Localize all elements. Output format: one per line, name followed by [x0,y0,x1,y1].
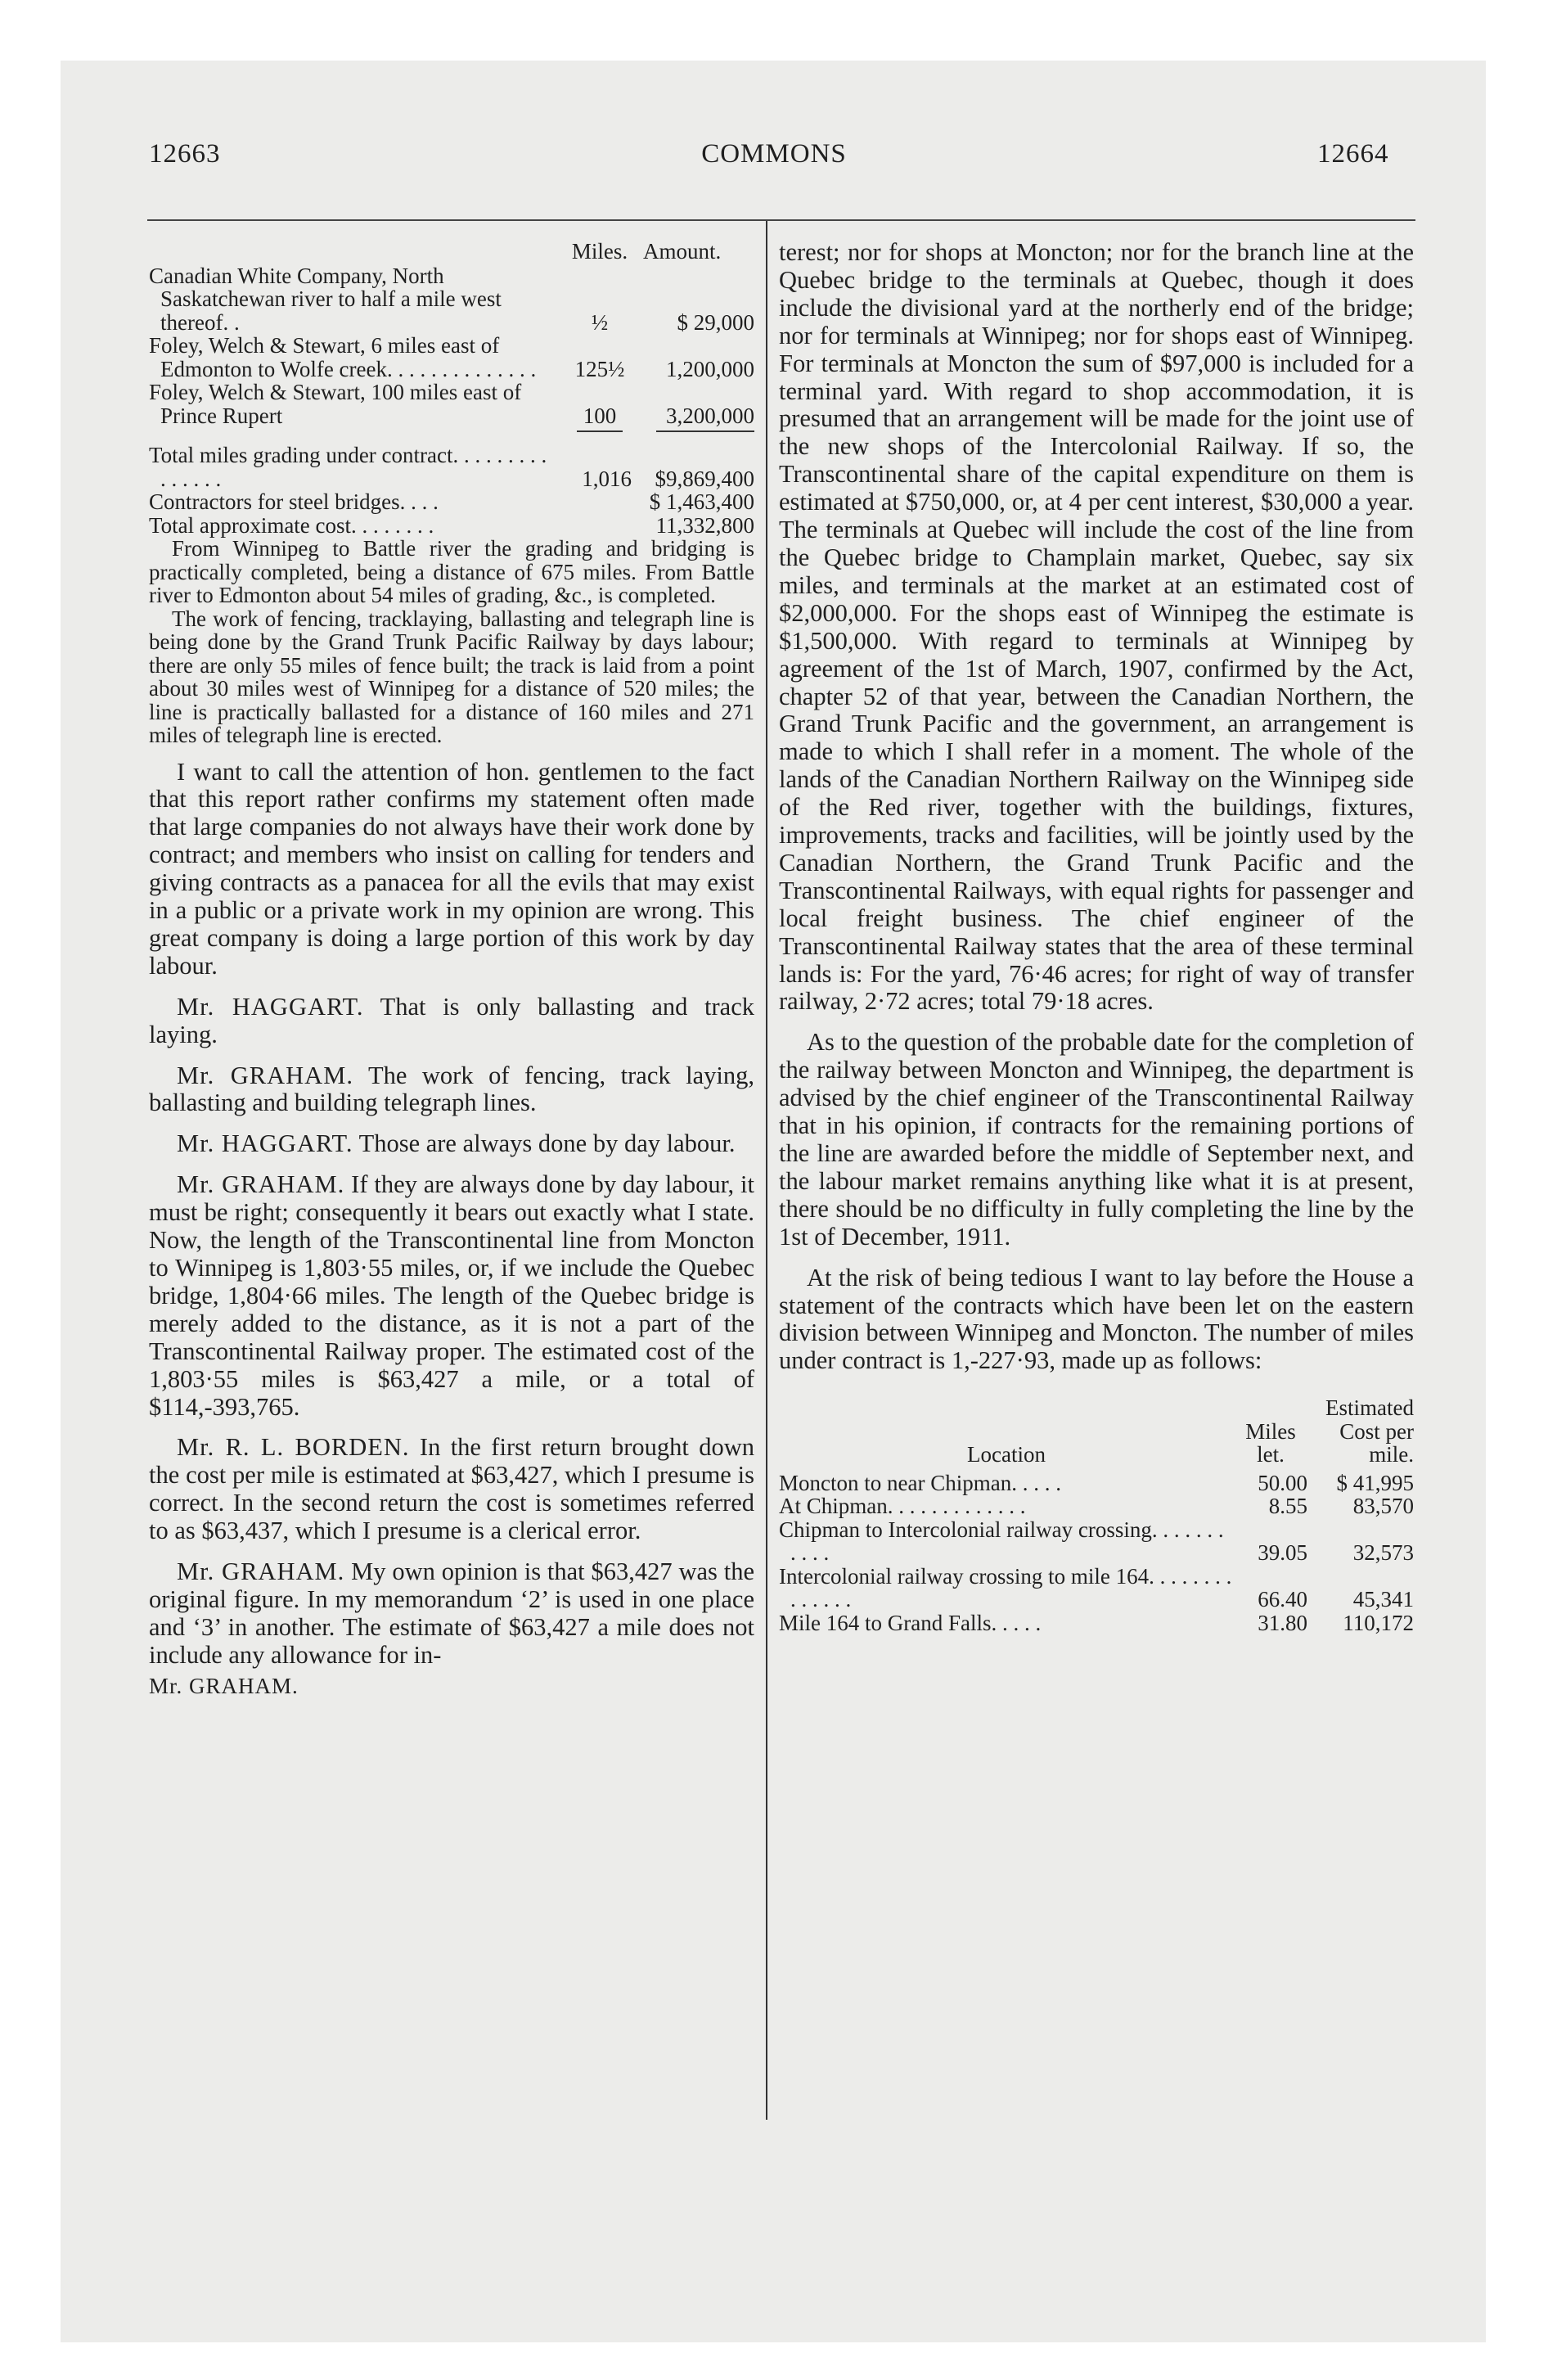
report-excerpt [149,537,754,747]
row-cost: 110,172 [1343,1610,1414,1635]
totals-table [149,444,754,537]
column-divider [766,221,767,2120]
table-row [149,334,754,381]
speech-text: I want to call the attention of hon. gentlemen to the fact that this report rather confirms my statement often made that large companies do not always have their work done by contract; and members who insist on calling for tenders and giving contracts as a panacea for all the evils that may exist in a public or a private work in my opinion are wrong. This great company is doing a large portion of this work by day labour. [149,757,754,980]
row-cost: 45,341 [1352,1587,1414,1612]
speech-paragraph [149,1130,754,1158]
row-description: Foley, Welch & Stewart, 6 miles east of Edmonton to Wolfe creek. . . . . . . . . . . . . . [149,333,537,381]
row-description: Canadian White Company, North Saskatchewan river to half a mile west thereof. . [149,263,502,335]
total-description: Total approximate cost. . . . . . . . [149,512,434,538]
speaker-name: Mr. HAGGART. [177,1129,353,1158]
left-column [149,239,754,1714]
amount-header: Amount. [643,239,722,264]
row-miles: ½ [591,309,609,335]
speech-text: That is only ballasting and track laying. [149,992,754,1048]
total-miles [556,514,632,538]
speech-text: The work of fencing, track laying, ballasting and building telegraph lines. [149,1061,754,1117]
row-amount: 3,200,000 [666,403,754,428]
speech-text: If they are always done by day labour, it must be right; consequently it bears out exactly what I state. Now, the length of the Transcontinental line from Moncton to Winnipeg is 1,803·55 miles, or, if we include the Quebec bridge, 1,804·66 miles. The length of the Quebec bridge is merely added to the distance, as it is not a part of the Transcontinental Railway proper. The estimated cost of the 1,803·55 miles is $63,427 a mile, or a total of $114,-393,765. [149,1170,754,1421]
row-location: At Chipman. . . . . . . . . . . . . [779,1494,1026,1519]
speech-paragraph [149,1171,754,1421]
speaker-name: Mr. GRAHAM. [177,1061,353,1089]
speaker-name: Mr. HAGGART. [177,992,364,1021]
row-location: Moncton to near Chipman. . . . . [779,1470,1061,1495]
right-paragraph: As to the question of the probable date for the completion of the railway between Moncton and Winnipeg, the department is advised by the chief engineer of the Transcontinental Railway that in his opinion, if contracts for the remaining portions of the line are awarded before the middle of September next, and the labour market remains anything like what it is at present, there should be no difficulty in fully completing the line by the 1st of December, 1911. [779,1028,1414,1251]
total-amount: 11,332,800 [655,512,754,538]
table-row [149,381,754,427]
contracts-west-table [149,239,754,432]
row-amount: $ 29,000 [677,309,754,335]
sum-rule-row [149,427,754,432]
miles-header: Miles. [571,239,628,264]
row-miles: 39.05 [1258,1540,1307,1566]
right-paragraph: At the risk of being tedious I want to lay before the House a statement of the contracts which have been let on the eastern division between Winnipeg and Moncton. The number of miles under contract is 1,-227·93, made up as follows: [779,1263,1414,1375]
page-title: COMMONS [701,139,847,169]
total-miles [556,490,632,514]
table-row [779,1611,1414,1635]
row-miles: 50.00 [1258,1470,1307,1495]
total-row [149,514,754,538]
row-amount: 1,200,000 [666,356,754,381]
report-paragraph: The work of fencing, tracklaying, ballasting and telegraph line is being done by the Grand Trunk Pacific Railway by days labour; there are only 55 miles of fence built; the track is laid from a point about 30 miles west of Winnipeg for a distance of 520 miles; the line is practically ballasted for a distance of 160 miles and 271 miles of telegraph line is erected. [149,606,754,747]
row-miles: 125½ [574,356,625,381]
table-row [149,264,754,335]
total-description: Contractors for steel bridges. . . . [149,489,439,514]
speaker-name: Mr. GRAHAM. [177,1557,345,1586]
speech-paragraph [149,1558,754,1670]
total-row [149,444,754,490]
total-amount: $ 1,463,400 [649,489,754,514]
row-miles: 66.40 [1258,1587,1307,1612]
table-row [779,1565,1414,1611]
total-miles: 1,016 [582,466,632,491]
row-location: Mile 164 to Grand Falls. . . . . [779,1610,1042,1635]
row-location: Chipman to Intercolonial railway crossing. . . . . . . . . . . [779,1517,1224,1566]
speaker-name: Mr. GRAHAM. [177,1170,345,1199]
speech-paragraph [149,994,754,1049]
cost-per-mile-header: Estimated Cost per mile. [1325,1395,1414,1467]
row-cost: $ 41,995 [1336,1470,1414,1495]
running-footer-speaker: Mr. GRAHAM. [149,1673,299,1698]
speech-text: In the first return brought down the cost per mile is estimated at $63,427, which I presume is correct. In the second return the cost is sometimes referred to as $63,437, which I presume is a clerical error. [149,1433,755,1545]
table-row [779,1518,1414,1565]
row-location: Intercolonial railway crossing to mile 164. . . . . . . . . . . . . . [779,1563,1232,1612]
total-description: Total miles grading under contract. . . . . . . . . . . . . . . [149,443,547,491]
left-page-number: 12663 [149,139,221,169]
speaker-name: Mr. R. L. BORDEN. [177,1433,410,1462]
row-miles: 100 [583,403,617,428]
row-miles: 31.80 [1258,1610,1307,1635]
location-header: Location [967,1442,1046,1467]
speech-text: Those are always done by day labour. [358,1129,736,1158]
speech-text: My own opinion is that $63,427 was the original figure. In my memorandum ‘2’ is used in one place and ‘3’ in another. The estimate of $63,427 a mile does not include any allowance for in- [149,1557,754,1669]
contracts-east-table [779,1396,1414,1634]
total-row [149,490,754,514]
row-cost: 83,570 [1352,1494,1414,1519]
row-description: Foley, Welch & Stewart, 100 miles east of Prince Rupert [149,380,522,428]
header-rule [147,219,1415,221]
right-paragraph: terest; nor for shops at Moncton; nor for the branch line at the Quebec bridge to the terminals at Quebec, though it does include the divisional yard at the northerly end of the bridge; nor for terminals at Winnipeg; nor for shops east of Winnipeg. For terminals at Moncton the sum of $97,000 is included for a terminal yard. With regard to shop accommodation, it is presumed that an arrangement will be made for the joint use of the new shops of the Intercolonial Railway. If so, the Transcontinental share of the capital expenditure on them is estimated at $750,000, or, at 4 per cent interest, $30,000 a year. The terminals at Quebec will include the cost of the line from the Quebec bridge to Champlain market, Quebec, say six miles, and terminals at the market at an estimated cost of $2,000,000. For the shops east of Winnipeg the estimate is $1,500,000. With regard to terminals at Winnipeg by agreement of the 1st of March, 1907, confirmed by the Act, chapter 52 of that year, between the Canadian Northern, the Grand Trunk Pacific and the government, an arrangement is made to which I shall refer in a moment. The whole of the lands of the Canadian Northern Railway on the Winnipeg side of the Red river, together with the buildings, fixtures, improvements, tracks and facilities, will be jointly used by the Canadian Northern, the Grand Trunk Pacific and the Transcontinental Railways, with equal rights for passenger and local freight business. The chief engineer of the Transcontinental Railway states that the area of these terminal lands is: For the yard, 76·46 acres; for right of way of transfer railway, 2·72 acres; total 79·18 acres. [779,238,1414,1016]
table-header-row [779,1396,1414,1472]
miles-let-header: Miles let. [1245,1418,1296,1467]
report-paragraph: From Winnipeg to Battle river the grading and bridging is practically completed, being a distance of 675 miles. From Battle river to Edmonton about 54 miles of grading, &c., is completed. [149,536,754,607]
row-cost: 32,573 [1352,1540,1414,1566]
speech-paragraph [149,1062,754,1118]
table-header-row [149,239,754,264]
right-page-number: 12664 [1317,139,1389,169]
speech-paragraph [149,1434,754,1545]
total-amount: $9,869,400 [655,466,754,491]
table-row [779,1494,1414,1518]
row-miles: 8.55 [1268,1494,1307,1519]
speech-paragraph [149,759,754,980]
right-column [779,239,1414,1634]
table-row [779,1472,1414,1495]
